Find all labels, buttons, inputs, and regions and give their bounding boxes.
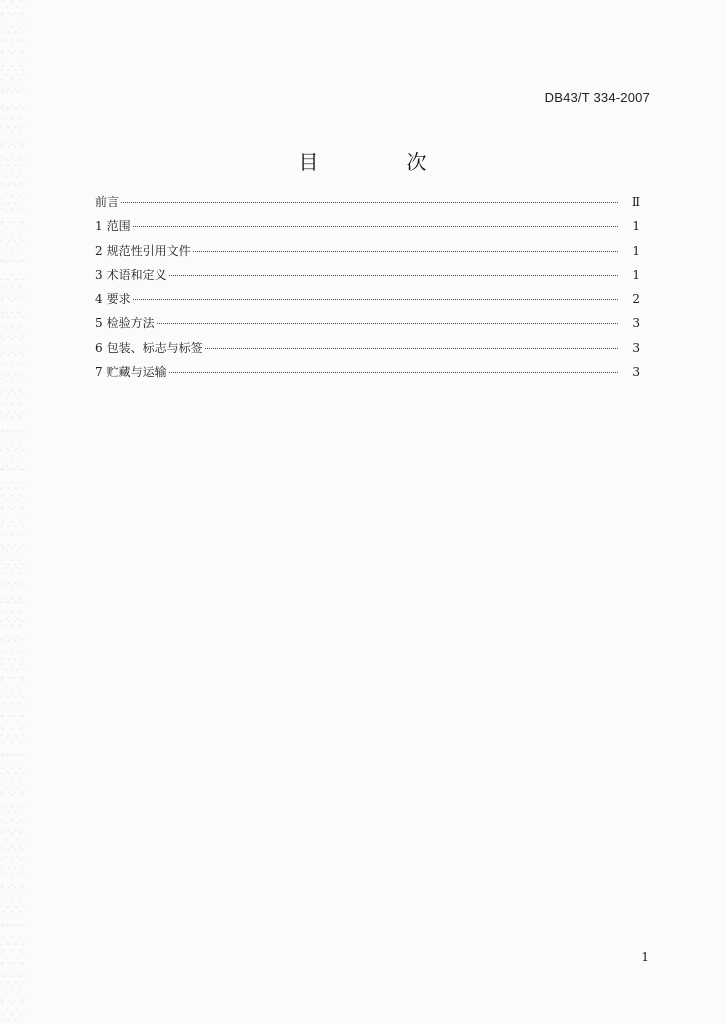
toc-entry-label: 要求 — [106, 292, 131, 307]
toc-entry-page: 2 — [632, 292, 640, 307]
toc-entry-label: 术语和定义 — [106, 267, 167, 282]
toc-entry-packaging-marking[interactable] — [95, 339, 640, 363]
toc-entry-number: 1 — [95, 219, 103, 234]
toc-entry-number: 6 — [95, 340, 103, 355]
toc-entry-page: 3 — [632, 316, 640, 331]
toc-entry-page: 3 — [632, 365, 640, 380]
toc-entry-scope[interactable] — [95, 217, 640, 241]
toc-entry-label: 检验方法 — [106, 316, 155, 331]
toc-entry-normative-references[interactable] — [95, 242, 640, 266]
toc-entry-requirements[interactable] — [95, 290, 640, 314]
table-of-contents — [95, 193, 640, 387]
standard-code: DB43/T 334-2007 — [544, 90, 650, 105]
toc-entry-preface[interactable] — [95, 193, 640, 217]
toc-title: 目 次 — [298, 150, 461, 174]
toc-entry-label: 贮藏与运输 — [106, 365, 167, 380]
toc-entry-page: 1 — [632, 219, 640, 234]
toc-entry-terms-definitions[interactable] — [95, 266, 640, 290]
toc-entry-number: 2 — [95, 243, 103, 258]
toc-entry-label: 范围 — [106, 219, 131, 234]
toc-leader-dots — [121, 202, 618, 203]
toc-leader-dots — [133, 299, 618, 300]
toc-leader-dots — [157, 323, 618, 324]
toc-entry-number: 3 — [95, 267, 103, 282]
page-number: 1 — [641, 950, 649, 964]
toc-entry-label: 包装、标志与标签 — [106, 340, 203, 355]
toc-entry-label: 前言 — [95, 195, 120, 209]
toc-entry-page: Ⅱ — [631, 195, 640, 209]
toc-entry-page: 1 — [632, 243, 640, 258]
toc-entry-test-methods[interactable] — [95, 314, 640, 338]
toc-entry-label: 规范性引用文件 — [106, 243, 191, 258]
toc-entry-number: 5 — [95, 316, 103, 331]
toc-entry-number: 4 — [95, 292, 103, 307]
toc-leader-dots — [169, 275, 618, 276]
toc-leader-dots — [133, 226, 618, 227]
toc-entry-storage-transport[interactable] — [95, 363, 640, 387]
toc-leader-dots — [205, 348, 618, 349]
toc-leader-dots — [193, 251, 618, 252]
toc-leader-dots — [169, 372, 618, 373]
toc-entry-page: 1 — [632, 267, 640, 282]
toc-entry-page: 3 — [632, 340, 640, 355]
toc-entry-number: 7 — [95, 365, 103, 380]
